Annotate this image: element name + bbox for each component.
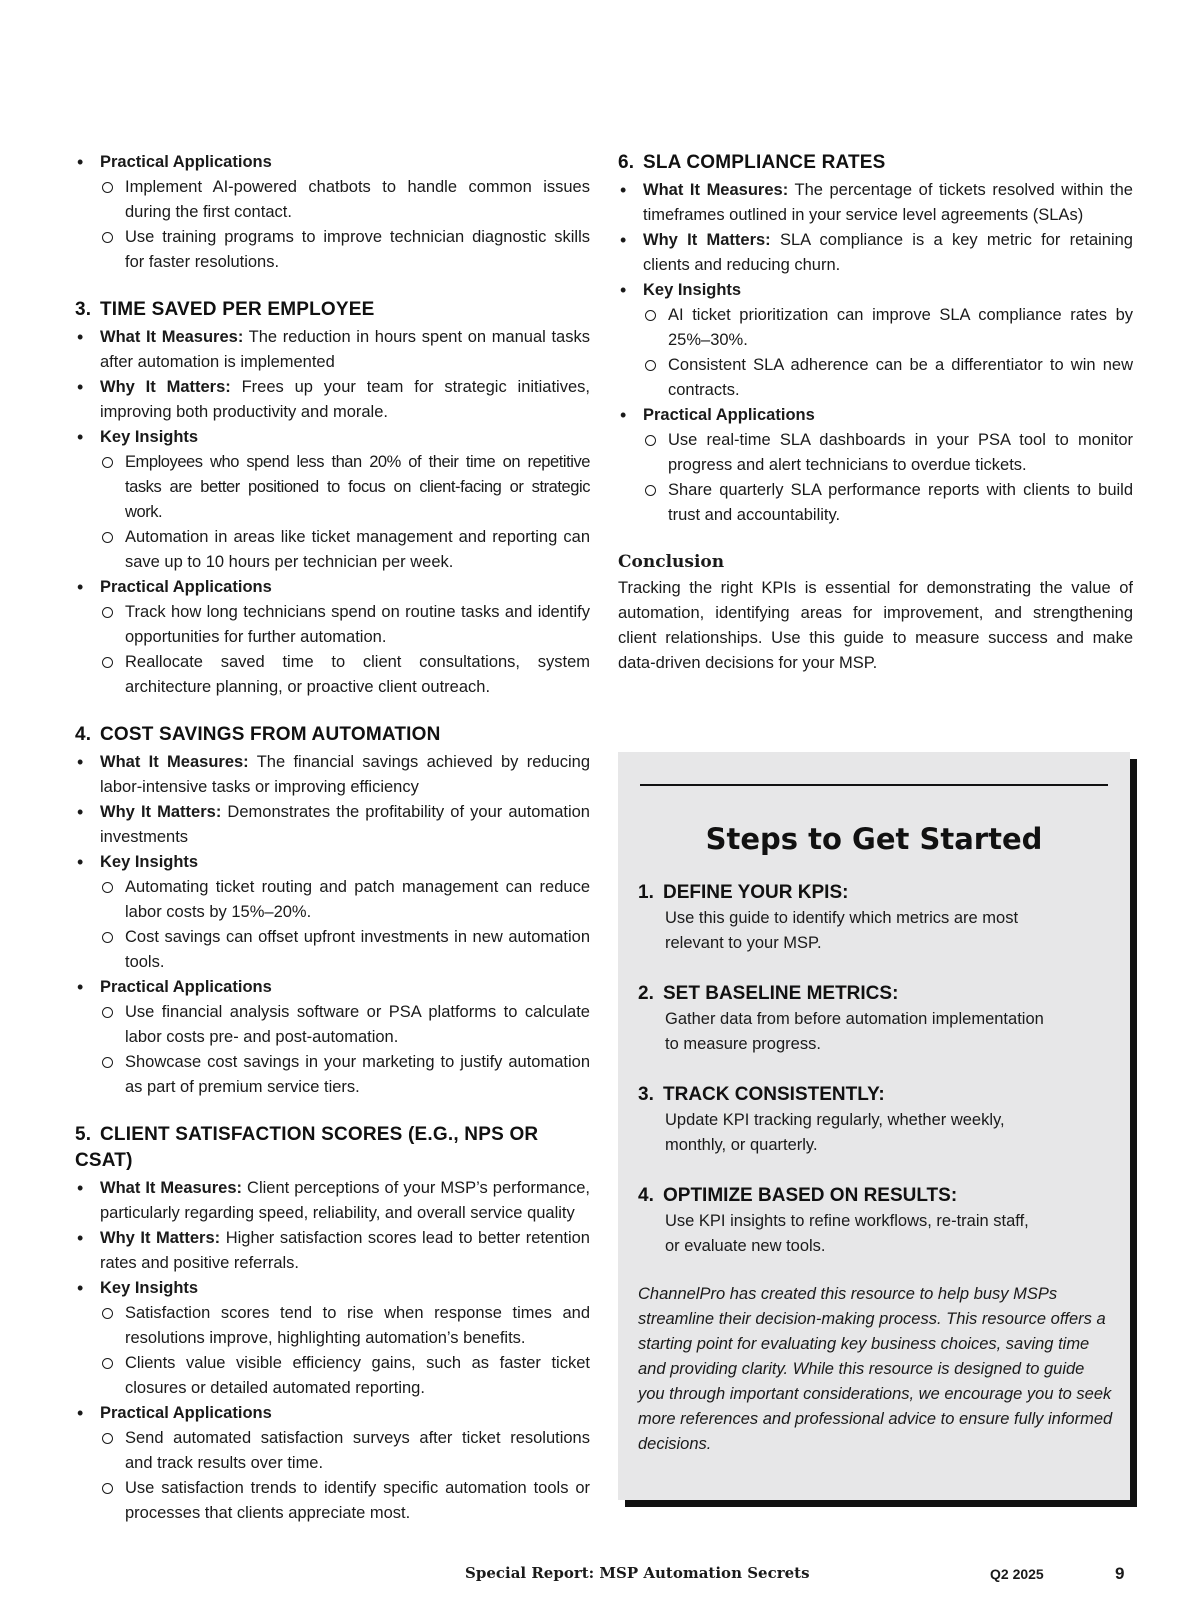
list-item: Track how long technicians spend on routine tasks and identify opportunities for further automation.: [100, 600, 590, 650]
key-insights-item: • Key Insights Employees who spend less than 20% of their time on repetitive tasks are better positioned to focus on client-facing or strategic work. Automation in areas like ticket management and reporting can save up to 10 hours per technician per week.: [75, 425, 590, 575]
practical-applications-item: • Practical Applications Use real-time SLA dashboards in your PSA tool to monitor progress and alert technicians to overdue tickets. Share quarterly SLA performance reports with clients to build trust and accountability.: [618, 403, 1133, 528]
practical-applications-item: • Practical Applications Send automated satisfaction surveys after ticket resolutions and track results over time. Use satisfaction trends to identify specific automation tools or processes that clients appreciate most.: [75, 1401, 590, 1526]
steps-title: Steps to Get Started: [705, 822, 1043, 856]
steps-sidebar-box: [618, 752, 1130, 1500]
list-item: Implement AI-powered chatbots to handle common issues during the first contact.: [100, 175, 590, 225]
why-it-matters-item: • Why It Matters: Demonstrates the profitability of your automation investments: [75, 800, 590, 850]
section-2-continued: [75, 150, 590, 275]
practical-applications-item: [75, 150, 590, 275]
why-it-matters-item: • Why It Matters: Higher satisfaction scores lead to better retention rates and positive referrals.: [75, 1226, 590, 1276]
key-insights-item: • Key Insights Satisfaction scores tend to rise when response times and resolutions improve, highlighting automation’s benefits. Clients value visible efficiency gains, such as faster ticket closures or detailed automated reporting.: [75, 1276, 590, 1401]
practical-applications-item: • Practical Applications Use financial analysis software or PSA platforms to calculate labor costs pre- and post-automation. Showcase cost savings in your marketing to justify automation as part of premium service tiers.: [75, 975, 590, 1100]
list-item: Automation in areas like ticket management and reporting can save up to 10 hours per technician per week.: [100, 525, 590, 575]
conclusion: [618, 550, 1133, 676]
why-it-matters-item: • Why It Matters: Frees up your team for strategic initiatives, improving both productivity and morale.: [75, 375, 590, 425]
step-heading: 4. OPTIMIZE BASED ON RESULTS:: [638, 1185, 958, 1206]
key-insights-item: • Key Insights AI ticket prioritization can improve SLA compliance rates by 25%–30%. Consistent SLA adherence can be a differentiator to win new contracts.: [618, 278, 1133, 403]
footer-issue-date: Q2 2025: [990, 1566, 1044, 1582]
what-it-measures-item: • What It Measures: The percentage of tickets resolved within the timeframes outlined in your service level agreements (SLAs): [618, 178, 1133, 228]
list-item: Use financial analysis software or PSA platforms to calculate labor costs pre- and post-automation.: [100, 1000, 590, 1050]
list-item: Showcase cost savings in your marketing to justify automation as part of premium service tiers.: [100, 1050, 590, 1100]
step-item: [638, 1183, 1110, 1259]
page-footer: [0, 1564, 1200, 1588]
step-item: [638, 981, 1110, 1057]
disclaimer-text: ChannelPro has created this resource to help busy MSPs streamline their decision-making process. This resource offers a starting point for evaluating key business choices, saving time and providing clarity. While this resource is designed to guide you through important considerations, we encourage you to seek more references and professional advice to ensure fully informed decisions.: [638, 1285, 1113, 1453]
step-heading: 3. TRACK CONSISTENTLY:: [638, 1084, 885, 1105]
list-item: Satisfaction scores tend to rise when response times and resolutions improve, highlighting automation’s benefits.: [100, 1301, 590, 1351]
list-item: Send automated satisfaction surveys after ticket resolutions and track results over time.: [100, 1426, 590, 1476]
conclusion-heading: Conclusion: [618, 552, 725, 572]
list-item: Consistent SLA adherence can be a differentiator to win new contracts.: [643, 353, 1133, 403]
list-item: Reallocate saved time to client consultations, system architecture planning, or proactive client outreach.: [100, 650, 590, 700]
step-text: Use this guide to identify which metrics are most relevant to your MSP.: [665, 909, 1019, 952]
section-title: 6. SLA COMPLIANCE RATES: [618, 152, 886, 173]
conclusion-text: Tracking the right KPIs is essential for demonstrating the value of automation, identifying areas for improvement, and strengthening client relationships. Use this guide to measure success and make data-driven decisions for your MSP.: [618, 579, 1133, 672]
why-it-matters-item: • Why It Matters: SLA compliance is a key metric for retaining clients and reducing churn.: [618, 228, 1133, 278]
step-heading: 2. SET BASELINE METRICS:: [638, 983, 899, 1004]
section-title: 4. COST SAVINGS FROM AUTOMATION: [75, 724, 441, 745]
list-item: Cost savings can offset upfront investments in new automation tools.: [100, 925, 590, 975]
what-it-measures-item: • What It Measures: The reduction in hours spent on manual tasks after automation is implemented: [75, 325, 590, 375]
list-item: Use training programs to improve technician diagnostic skills for faster resolutions.: [100, 225, 590, 275]
footer-report-title: Special Report: MSP Automation Secrets: [465, 1564, 810, 1582]
step-text: Gather data from before automation implementation to measure progress.: [665, 1010, 1044, 1053]
page-number: 9: [1115, 1564, 1125, 1583]
list-item: Automating ticket routing and patch management can reduce labor costs by 15%–20%.: [100, 875, 590, 925]
step-text: Use KPI insights to refine workflows, re-train staff, or evaluate new tools.: [665, 1212, 1029, 1255]
left-column: [75, 150, 590, 1548]
list-item: Use real-time SLA dashboards in your PSA tool to monitor progress and alert technicians to overdue tickets.: [643, 428, 1133, 478]
divider: [640, 784, 1108, 786]
list-item: Employees who spend less than 20% of their time on repetitive tasks are better positioned to focus on client-facing or strategic work.: [100, 450, 590, 525]
section-client-satisfaction: [75, 1122, 590, 1526]
key-insights-item: • Key Insights Automating ticket routing and patch management can reduce labor costs by 15%–20%. Cost savings can offset upfront investments in new automation tools.: [75, 850, 590, 975]
step-heading: 1. DEFINE YOUR KPIS:: [638, 882, 849, 903]
right-column: [618, 150, 1133, 676]
step-text: Update KPI tracking regularly, whether weekly, monthly, or quarterly.: [665, 1111, 1005, 1154]
list-item: Share quarterly SLA performance reports with clients to build trust and accountability.: [643, 478, 1133, 528]
section-title: 3. TIME SAVED PER EMPLOYEE: [75, 299, 375, 320]
list-item: Clients value visible efficiency gains, such as faster ticket closures or detailed automated reporting.: [100, 1351, 590, 1401]
section-time-saved: [75, 297, 590, 700]
step-item: [638, 1082, 1110, 1158]
steps-list: [638, 880, 1110, 1284]
list-item: Use satisfaction trends to identify specific automation tools or processes that clients appreciate most.: [100, 1476, 590, 1526]
section-cost-savings: [75, 722, 590, 1100]
section-sla-compliance: [618, 150, 1133, 528]
list-item: AI ticket prioritization can improve SLA compliance rates by 25%–30%.: [643, 303, 1133, 353]
what-it-measures-item: • What It Measures: The financial savings achieved by reducing labor-intensive tasks or improving efficiency: [75, 750, 590, 800]
section-title: 5. CLIENT SATISFACTION SCORES (E.G., NPS OR CSAT): [75, 1124, 539, 1171]
bullet-label: Practical Applications: [100, 153, 272, 171]
practical-applications-item: • Practical Applications Track how long technicians spend on routine tasks and identify opportunities for further automation. Reallocate saved time to client consultations, system architecture planning, or proactive client outreach.: [75, 575, 590, 700]
what-it-measures-item: • What It Measures: Client perceptions of your MSP’s performance, particularly regarding speed, reliability, and overall service quality: [75, 1176, 590, 1226]
step-item: [638, 880, 1110, 956]
